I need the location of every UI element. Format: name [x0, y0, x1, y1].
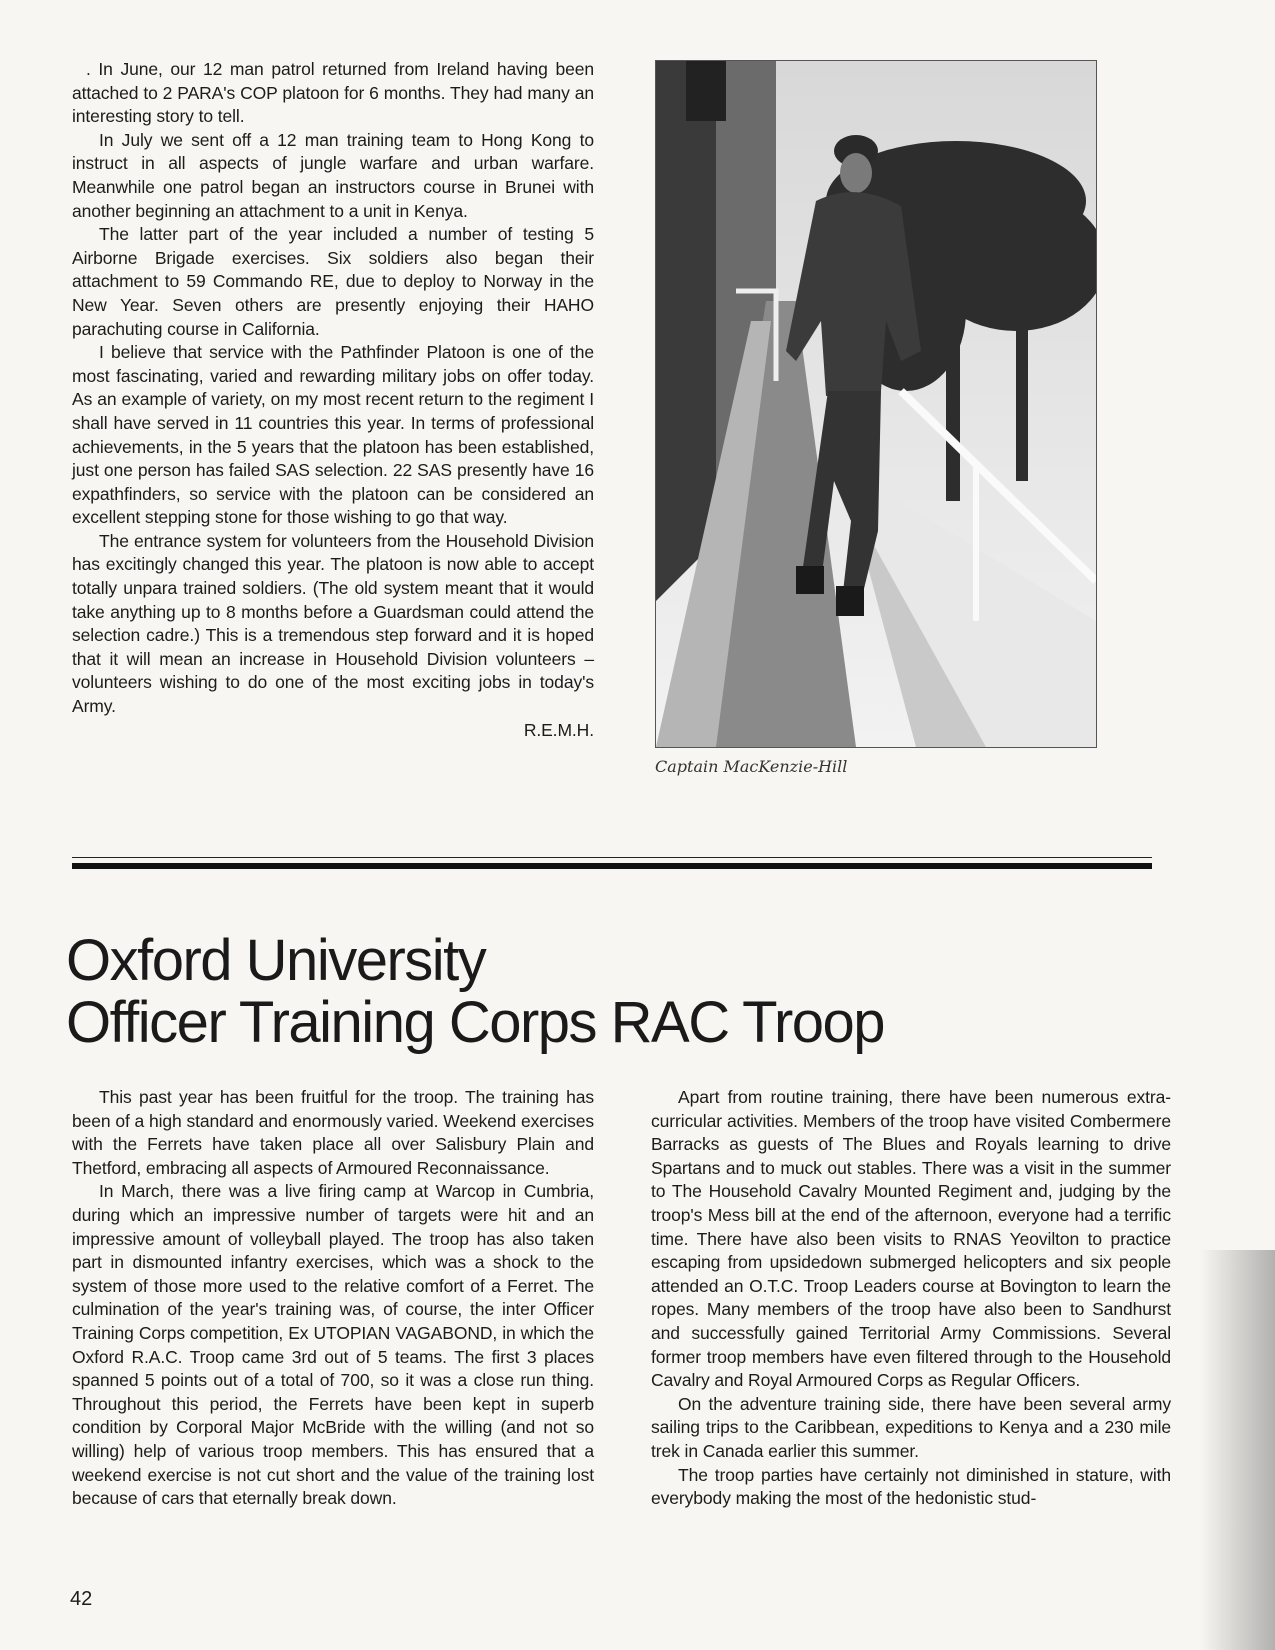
- paragraph: The troop parties have certainly not diminished in stature, with everybody making the most of the hedonistic stud-: [651, 1464, 1171, 1509]
- paragraph: In March, there was a live firing camp at Warcop in Cumbria, during which an impressive number of targets were hit and an impressive amount of volleyball played. The troop has also taken part in dismounted infantry exercises, which was a shock to the system of those more used to the relative comfort of a Ferret. The culmination of the year's training was, of course, the inter Officer Training Corps competition, Ex UTOPIAN VAGABOND, in which the Oxford R.A.C. Troop came 3rd out of 5 teams. The first 3 places spanned 5 points out of a total of 700, so it was a close run thing. Throughout this period, the Ferrets have been kept in superb condition by Corporal Major McBride with the willing (and not so willing) help of various troop members. This has ensured that a weekend exercise is not cut short and the value of the training lost because of cars that eternally break down.: [72, 1181, 594, 1509]
- article-title: [66, 930, 884, 1054]
- paragraph: The latter part of the year included a number of testing 5 Airborne Brigade exercises. Six soldiers also began their attachment to 59 Commando RE, due to deploy to Norway in the New Year. Seven others are presently enjoying their HAHO parachuting course in California.: [72, 224, 594, 339]
- page-number: 42: [70, 1588, 93, 1610]
- author-initials: R.E.M.H.: [523, 719, 594, 740]
- article-left-column: [72, 1086, 594, 1511]
- title-line-2: Officer Training Corps RAC Troop: [66, 990, 885, 1055]
- paragraph: . In June, our 12 man patrol returned from Ireland having been attached to 2 PARA's COP platoon for 6 months. They had many an interesting story to tell.: [72, 59, 594, 127]
- divider-thin: [72, 857, 1152, 858]
- paragraph: This past year has been fruitful for the troop. The training has been of a high standard and enormously varied. Weekend exercises with the Ferrets have taken place all over Salisbury Plain and Thetford, embracing all aspects of Armoured Reconnaissance.: [72, 1087, 594, 1178]
- divider-thick: [72, 863, 1152, 869]
- paragraph: In July we sent off a 12 man training team to Hong Kong to instruct in all aspects of jungle warfare and urban warfare. Meanwhile one patrol began an instructors course in Brunei with another beginning an attachment to a unit in Kenya.: [72, 129, 594, 221]
- top-section-text: [72, 58, 594, 742]
- paragraph: On the adventure training side, there have been several army sailing trips to the Caribbean, expeditions to Kenya and a 230 mile trek in Canada earlier this summer.: [651, 1393, 1171, 1461]
- captain-photo: [655, 60, 1097, 748]
- paragraph: Apart from routine training, there have been numerous extra-curricular activities. Members of the troop have visited Combermere Barracks as guests of The Blues and Royals learning to drive Spartans and to muck out stables. There was a visit in the summer to The Household Cavalry Mounted Regiment and, judging by the troop's Mess bill at the end of the afternoon, everyone had a terrific time. There have also been visits to RNAS Yeovilton to practice escaping from upsidedown submerged helicopters and six people attended an O.T.C. Troop Leaders course at Bovington to learn the ropes. Many members of the troop have also been to Sandhurst and successfully gained Territorial Army Commissions. Several former troop members have even filtered through to the Household Cavalry and Royal Armoured Corps as Regular Officers.: [651, 1087, 1171, 1391]
- photo-caption: Captain MacKenzie-Hill: [655, 757, 848, 776]
- paragraph: The entrance system for volunteers from the Household Division has excitingly changed this year. The platoon is now able to accept totally unpara trained soldiers. (The old system meant that it would take anything up to 8 months before a Guardsman could attend the selection cadre.) This is a tremendous step forward and it is hoped that it will mean an increase in Household Division volunteers – volunteers wishing to do one of the most exciting jobs in today's Army.: [72, 530, 594, 717]
- title-line-1: Oxford University: [66, 928, 486, 993]
- scan-edge-shadow: [1200, 1250, 1275, 1650]
- article-right-column: [651, 1086, 1171, 1511]
- paragraph: I believe that service with the Pathfinder Platoon is one of the most fascinating, varied and rewarding military jobs on offer today. As an example of variety, on my most recent return to the regiment I shall have served in 11 countries this year. In terms of professional achievements, in the 5 years that the platoon has been established, just one person has failed SAS selection. 22 SAS presently have 16 expathfinders, so service with the platoon can be considered an excellent stepping stone for those wishing to go that way.: [72, 342, 594, 528]
